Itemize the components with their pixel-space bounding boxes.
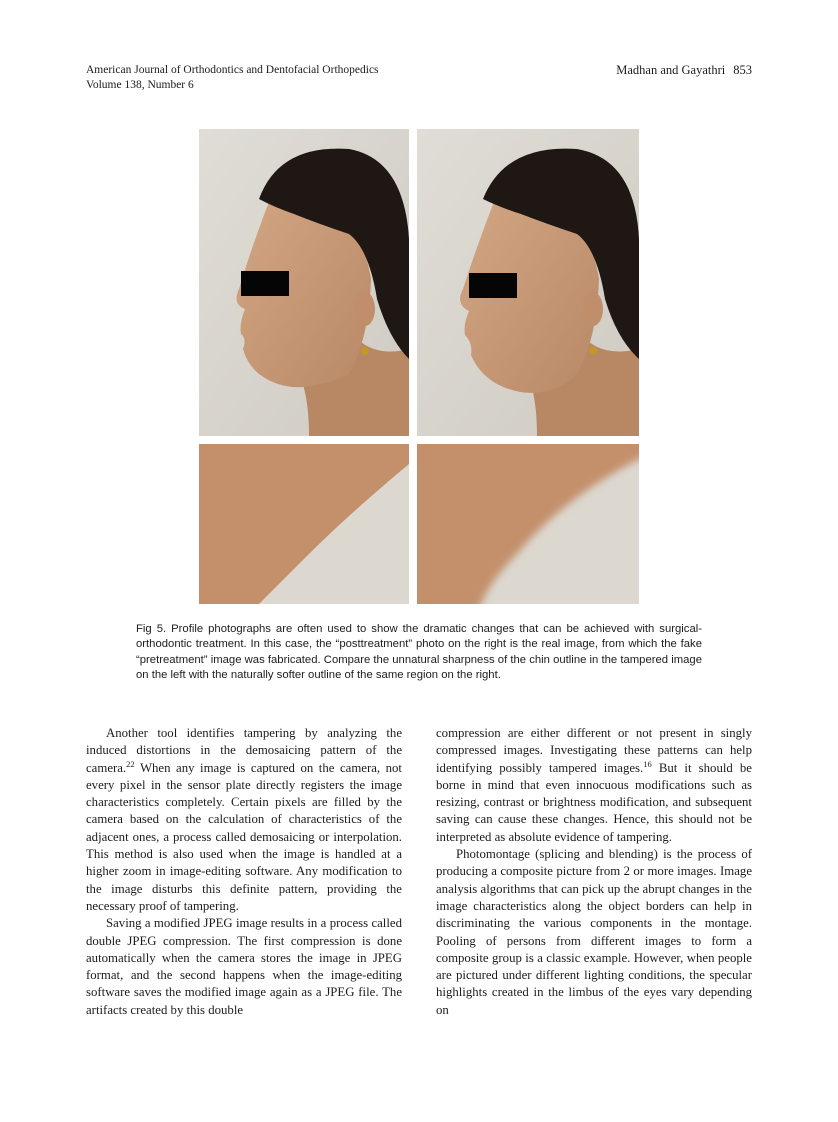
paragraph: Saving a modified JPEG image results in a process called double JPEG compression. The first compression is done automatically when the camera stores the image in JPEG format, and the second happens when the image-editing software saves the modified image again as a JPEG file. The artifacts created by this double (86, 916, 402, 1017)
citation-ref: 22 (126, 758, 135, 769)
figure-chin-closeup-tampered (199, 444, 409, 604)
figure-photo-pretreatment (199, 129, 409, 436)
paragraph: Another tool identifies tampering by analyzing the induced distortions in the demosaicing pattern of the camera.$^{22}$ When any image is captured on the camera, not every pixel in the sensor plate directly registers the image characteristics completely. Certain pixels are filled by the camera based on the calculation of characteristics of the adjacent ones, a process called demosaicing or interpolation. This method is also used when the image is handled at a higher zoom in image-editing software. Any modification to the image disturbs this definite pattern, providing the necessary proof of tampering. (86, 726, 402, 913)
left-column (86, 725, 402, 1019)
paragraph: Photomontage (splicing and blending) is the process of producing a composite picture from 2 or more images. Image analysis algorithms that can pick up the abrupt changes in the image characteristics along the object borders can help in discriminating the various components in the montage. Pooling of persons from different images to form a composite group is a classic example. However, when people are pictured under different lighting conditions, the specular highlights created in the limbus of the eyes vary depending on (436, 847, 752, 1017)
authors: Madhan and Gayathri (616, 63, 726, 77)
figure-chin-closeup-real (417, 444, 639, 604)
journal-volume: Volume 138, Number 6 (86, 78, 194, 91)
running-header (86, 63, 379, 92)
citation-ref: 16 (643, 758, 652, 769)
page-header-right (616, 63, 752, 78)
figure-photo-posttreatment (417, 129, 639, 436)
right-column (436, 725, 752, 1019)
paragraph: compression are either different or not present in singly compressed images. Investigating these patterns can help identifying possibly tampered images.$^{16}$ But it should be borne in mind that even innocuous modifications such as resizing, contrast or brightness modification, and subsequent saving can cause these changes. Hence, this should not be interpreted as absolute evidence of tampering. (436, 726, 752, 844)
figure-caption: Fig 5. Profile photographs are often used to show the dramatic changes that can be achieved with surgical-orthodontic treatment. In this case, the “posttreatment” photo on the right is the real image, from which the fake “pretreatment” image was fabricated. Compare the unnatural sharpness of the chin outline in the tampered image on the left with the naturally softer outline of the same region on the right. (136, 623, 702, 681)
journal-title: American Journal of Orthodontics and Dentofacial Orthopedics (86, 64, 379, 76)
page-number: 853 (733, 63, 752, 77)
